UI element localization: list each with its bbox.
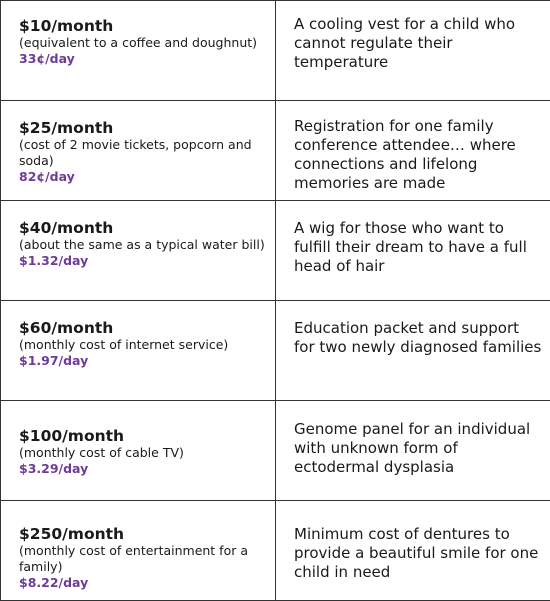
daily-cost: $8.22/day (19, 575, 267, 591)
impact-description-cell (276, 501, 550, 601)
table-row (1, 401, 550, 501)
monthly-amount: $10/month (19, 17, 267, 35)
table-row (1, 101, 550, 201)
monthly-amount: $25/month (19, 119, 267, 137)
impact-description-cell (276, 201, 550, 301)
cost-equivalent: (monthly cost of cable TV) (19, 445, 267, 461)
daily-cost: 33¢/day (19, 51, 267, 67)
monthly-amount: $40/month (19, 219, 267, 237)
donation-amount-cell (1, 401, 276, 501)
cost-equivalent: (cost of 2 movie tickets, popcorn and soda) (19, 137, 267, 169)
impact-description-cell (276, 1, 550, 101)
donation-amount-cell (1, 501, 276, 601)
table-row (1, 501, 550, 601)
monthly-amount: $60/month (19, 319, 267, 337)
impact-description: A wig for those who want to fulfill their dream to have a full head of hair (294, 219, 542, 276)
donation-amount-cell (1, 201, 276, 301)
impact-description-cell (276, 301, 550, 401)
daily-cost: 82¢/day (19, 169, 267, 185)
cost-equivalent: (monthly cost of internet service) (19, 337, 267, 353)
impact-description-cell (276, 401, 550, 501)
donation-amount-cell (1, 101, 276, 201)
cost-equivalent: (about the same as a typical water bill) (19, 237, 267, 253)
monthly-amount: $100/month (19, 427, 267, 445)
cost-equivalent: (equivalent to a coffee and doughnut) (19, 35, 267, 51)
daily-cost: $3.29/day (19, 461, 267, 477)
impact-description: Registration for one family conference attendee… where connections and lifelong memories are made (294, 117, 542, 193)
table-row (1, 301, 550, 401)
daily-cost: $1.32/day (19, 253, 267, 269)
monthly-amount: $250/month (19, 525, 267, 543)
donation-amount-cell (1, 1, 276, 101)
impact-description: Minimum cost of dentures to provide a beautiful smile for one child in need (294, 525, 542, 582)
daily-cost: $1.97/day (19, 353, 267, 369)
impact-description: Education packet and support for two newly diagnosed families (294, 319, 542, 357)
impact-description-cell (276, 101, 550, 201)
impact-description: A cooling vest for a child who cannot regulate their temperature (294, 15, 542, 72)
donation-amount-cell (1, 301, 276, 401)
impact-description: Genome panel for an individual with unknown form of ectodermal dysplasia (294, 420, 542, 477)
table-row (1, 201, 550, 301)
table-row (1, 1, 550, 101)
cost-equivalent: (monthly cost of entertainment for a family) (19, 543, 267, 575)
